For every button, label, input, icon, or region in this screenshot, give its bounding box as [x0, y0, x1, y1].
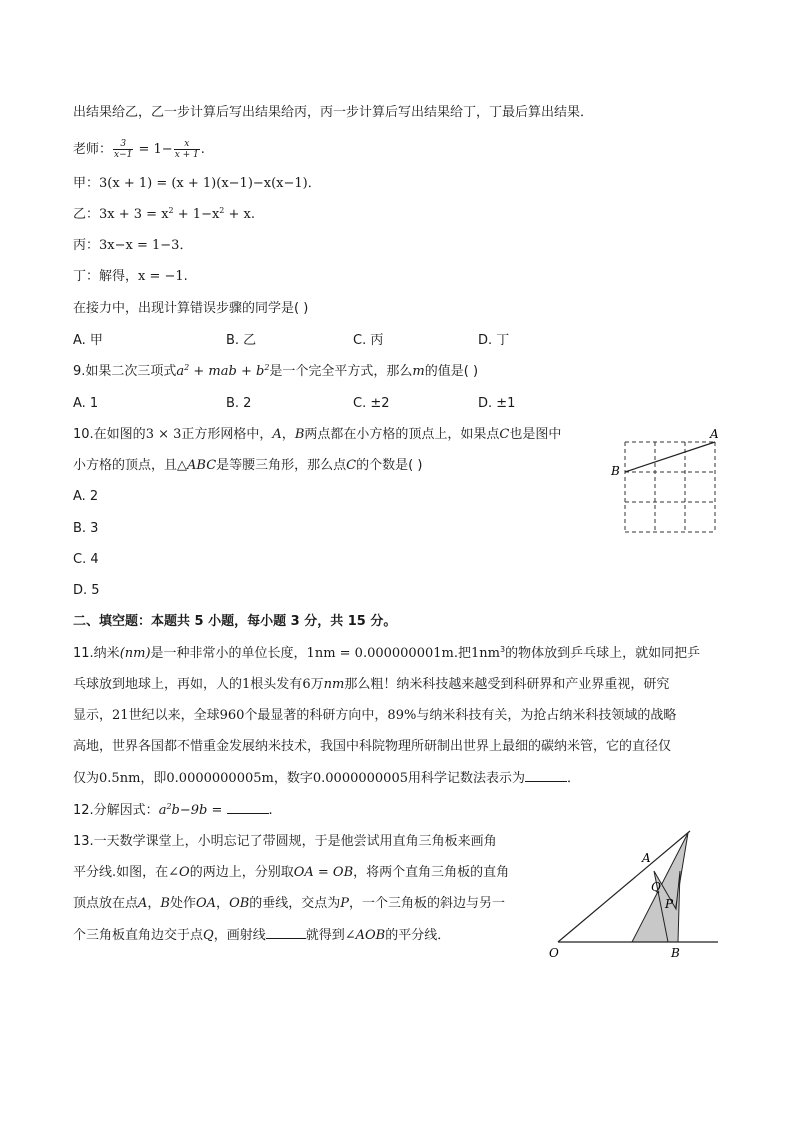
teacher-equation-mid: = 1− [134, 142, 173, 157]
q8-question: 在接力中，出现计算错误步骤的同学是( ) [73, 301, 309, 316]
q12-answer-blank[interactable] [227, 801, 269, 814]
q9-expression: $a^2$ + mab + $b^2$ [176, 363, 270, 379]
q11-line5: 仅为0.5nm，即0.0000000005m，数字0.0000000005用科学记数法表示为 ． [73, 771, 581, 786]
q11-line3: 显示，21世纪以来，全球960个最显著的科研方向中，89%与纳米科技有关，为抢占纳米科技领域的战略 [73, 708, 677, 723]
jia-equation: 3(x + 1) = (x + 1)(x−1)−x(x−1) [99, 176, 308, 191]
q10-option-d[interactable]: D. 5 [73, 583, 100, 598]
q9-option-a[interactable]: A. 1 [73, 396, 99, 411]
label-p: P [665, 897, 674, 911]
q11-line4: 高地，世界各国都不惜重金发展纳米技术，我国中科院物理所研制出世界上最细的碳纳米管，它的直径仅 [73, 739, 672, 754]
q9-option-d[interactable]: D. ±1 [478, 396, 516, 411]
q8-intro-text: 出结果给乙，乙一步计算后写出结果给丙，丙一步计算后写出结果给丁，丁最后算出结果． [73, 105, 594, 120]
bing-equation: 3x−x = 1−3 [99, 238, 180, 253]
q13-line2: 平分线.如图，在∠O的两边上，分别取OA = OB，将两个直角三角板的直角 [73, 865, 510, 880]
q11-answer-blank[interactable] [525, 769, 567, 782]
teacher-fraction-2: $\frac{x}{x + 1}$ [174, 139, 199, 160]
section-2-heading: 二、填空题：本题共 5 小题，每小题 3 分，共 15 分。 [73, 614, 397, 629]
ding-equation: x = −1 [138, 269, 184, 284]
q13-line1: 13.一天数学课堂上，小明忘记了带圆规，于是他尝试用直角三角板来画角 [73, 834, 497, 849]
q13-line3: 顶点放在点A，B处作OA，OB的垂线，交点为P，一个三角板的斜边与另一 [73, 896, 506, 911]
q8-bing-line: 丙：3x−x = 1−3． [73, 238, 193, 253]
q9-option-b[interactable]: B. 2 [226, 396, 252, 411]
q11-line2: 乓球放到地球上，再如，人的1根头发有6万nm那么粗！纳米科技越来越受到科研界和产业界重视，研究 [73, 677, 670, 692]
label-a: A [642, 851, 651, 865]
dashed-grid [625, 442, 715, 532]
q8-jia-line: 甲：3(x + 1) = (x + 1)(x−1)−x(x−1)． [73, 176, 321, 191]
q9-option-c[interactable]: C. ±2 [353, 396, 390, 411]
q13-line4: 个三角板直角边交于点Q，画射线 就得到∠AOB的平分线． [73, 928, 451, 943]
q12-stem: 12.分解因式：$a^2b-9b$ = . [73, 802, 273, 818]
q8-option-a[interactable]: A. 甲 [73, 333, 103, 348]
q10-stem-line1: 10.在如图的3 × 3正方形网格中，A，B两点都在小方格的顶点上，如果点C也是图中 [73, 427, 562, 442]
q11-line1: 11.纳米(nm)是一种非常小的单位长度，1nm = 0.000000001m.把$1nm^3$的物体放到乒乓球上，就如同把乒 [73, 645, 701, 661]
label-b: B [671, 946, 680, 960]
label-a: A [710, 427, 719, 441]
label-b: B [611, 464, 620, 478]
teacher-label: 老师： [73, 142, 113, 157]
q10-grid-figure [600, 425, 730, 540]
q10-option-b[interactable]: B. 3 [73, 521, 99, 536]
segment-ab [625, 442, 715, 472]
teacher-fraction-1: $\frac{3}{x-1}$ [114, 139, 133, 160]
q8-ding-line: 丁：解得，x = −1. [73, 269, 188, 284]
q13-triangle-figure [540, 825, 730, 965]
q8-yi-line: 乙：$3x + 3 = x^2 + 1-x^2 + x$. [73, 206, 256, 222]
q13-answer-blank[interactable] [266, 926, 306, 939]
q8-option-d[interactable]: D. 丁 [478, 333, 510, 348]
label-o: O [549, 946, 559, 960]
q10-stem-line2: 小方格的顶点，且△ABC是等腰三角形，那么点C的个数是( ) [73, 458, 423, 473]
q8-teacher-line: 老师： $\frac{3}{x-1}$ = 1− $\frac{x}{x + 1}$ . [73, 139, 205, 160]
yi-equation: $3x + 3 = x^2 + 1-x^2 + x$ [99, 206, 251, 222]
q8-option-b[interactable]: B. 乙 [226, 333, 257, 348]
q12-expression: $a^2b-9b$ = [158, 802, 227, 818]
q10-option-c[interactable]: C. 4 [73, 552, 99, 567]
label-q: Q [651, 880, 661, 894]
q9-stem: 9.如果二次三项式$a^2$ + mab + $b^2$是一个完全平方式，那么m的值是( ) [73, 363, 479, 379]
q10-option-a[interactable]: A. 2 [73, 489, 99, 504]
q8-option-c[interactable]: C. 丙 [353, 333, 384, 348]
